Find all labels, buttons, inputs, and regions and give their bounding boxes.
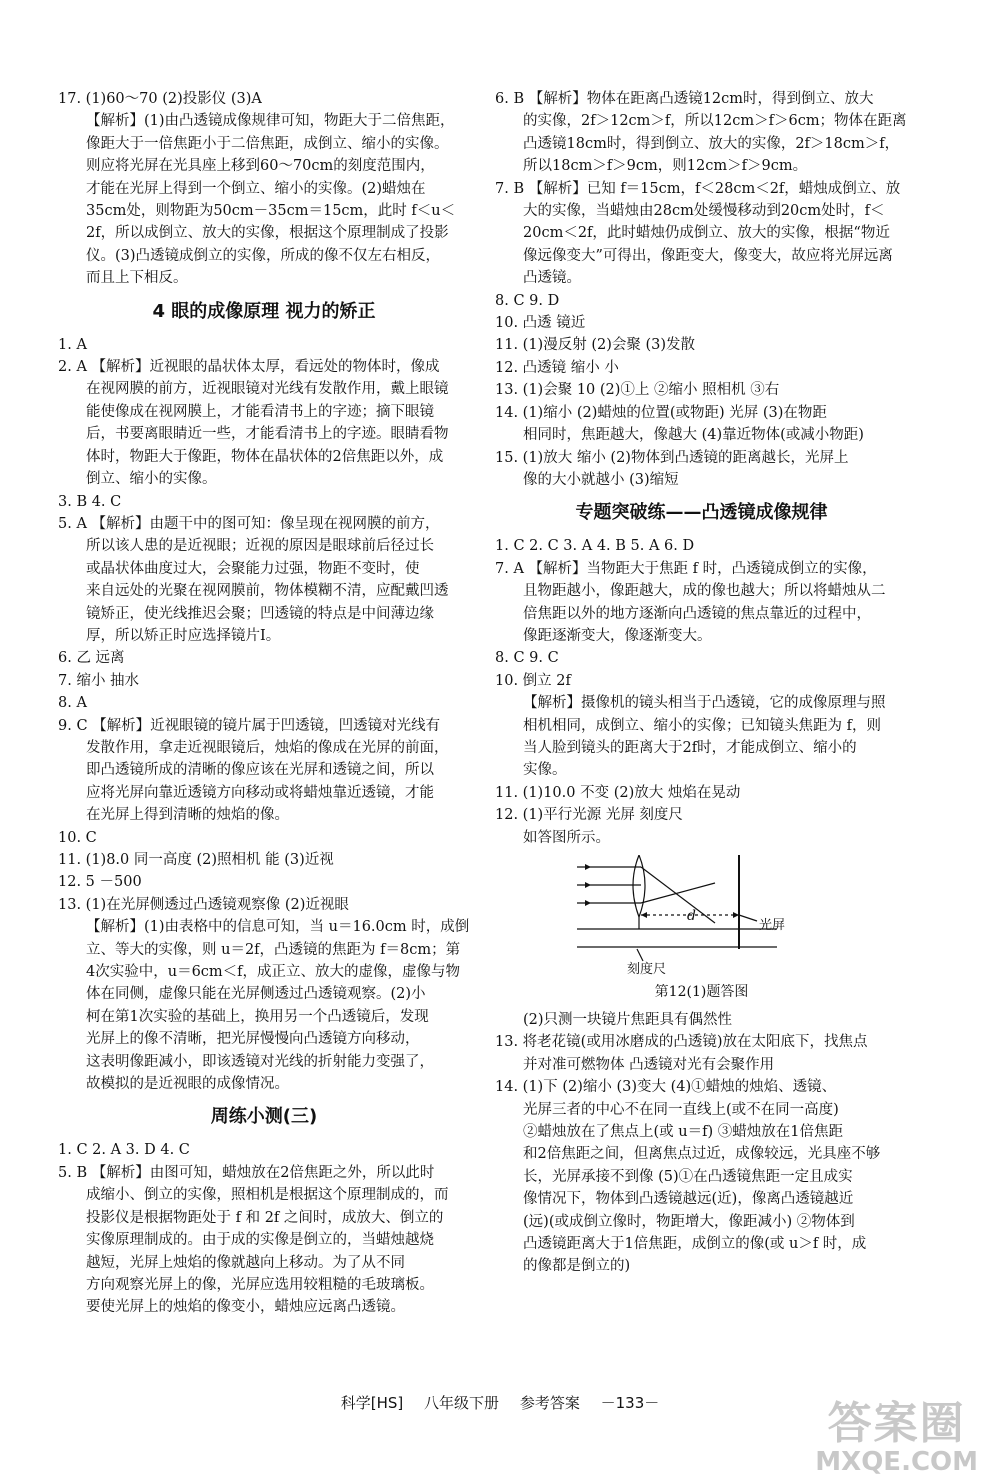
answer-line: 的实像，2f＞12cm＞f，所以12cm＞f＞6cm；物体在距离: [523, 113, 907, 130]
answer-line: 倍焦距以外的地方逐渐向凸透镜的焦点靠近的过程中，: [523, 605, 871, 622]
answer-line: 大的实像，当蜡烛由28cm处缓慢移动到20cm处时，f＜: [523, 203, 885, 220]
answer-line: 像情况下，物体到凸透镜越远(近)，像离凸透镜越近: [523, 1191, 854, 1208]
answer-line: 10. 倒立 2f: [495, 672, 571, 689]
answer-line: 1. C 2. A 3. D 4. C: [58, 1142, 190, 1159]
answer-line: 所以18cm＞f＞9cm，则12cm＞f＞9cm。: [523, 158, 808, 175]
answer-line: 5. A 【解析】由题干中的图可知：像呈现在视网膜的前方，: [58, 515, 440, 532]
section-heading: 4 眼的成像原理 视力的矫正: [152, 300, 376, 322]
answer-line: 而且上下相反。: [86, 270, 188, 287]
answer-line: 像的大小就越小 (3)缩短: [523, 471, 679, 488]
answer-line: 要使光屏上的烛焰的像变小，蜡烛应远离凸透镜。: [86, 1299, 405, 1316]
answer-line: 7. B 【解析】已知 f＝15cm，f＜28cm＜2f，蜡烛成倒立、放: [495, 180, 901, 197]
footer-grade: 八年级下册: [424, 1394, 500, 1412]
answer-line: 镜矫正，使光线推迟会聚；凹透镜的特点是中间薄边缘: [86, 605, 434, 622]
answer-line: 1. C 2. C 3. A 4. B 5. A 6. D: [495, 538, 695, 555]
answer-line: 4次实验中，u＝6cm＜f，成正立、放大的虚像，虚像与物: [86, 964, 461, 981]
answer-line: 3. B 4. C: [58, 493, 122, 510]
answer-line: 体时，物距大于像距，物体在晶状体的2倍焦距以外，成: [86, 448, 444, 465]
answer-line: 7. A 【解析】当物距大于焦距 f 时，凸透镜成倒立的实像，: [495, 560, 877, 577]
answer-line: 相同时，焦距越大，像越大 (4)靠近物体(或减小物距): [523, 427, 864, 444]
section-heading: 周练小测(三): [210, 1106, 318, 1128]
answer-line: 1. A: [58, 336, 87, 353]
answer-line: 12. 5 －500: [58, 874, 142, 891]
answer-line: 和2倍焦距之间，但离焦点过近，成像较远，光具座不够: [523, 1146, 881, 1163]
refracted-ray: [641, 883, 715, 903]
answer-line: 能使像成在视网膜上，才能看清书上的字迹；摘下眼镜: [86, 403, 434, 420]
answer-line: 5. B 【解析】由图可知，蜡烛放在2倍焦距之外，所以此时: [58, 1164, 435, 1181]
answer-line: (2)只测一块镜片焦距具有偶然性: [523, 1012, 733, 1028]
answer-line: 发散作用，拿走近视眼镜后，烛焰的像成在光屏的前面，: [86, 739, 449, 756]
answer-line: 17. (1)60～70 (2)投影仪 (3)A: [58, 91, 262, 107]
answer-line: 13. (1)会聚 10 (2)①上 ②缩小 照相机 ③右: [495, 382, 780, 399]
answer-line: 11. (1)8.0 同一高度 (2)照相机 能 (3)近视: [58, 852, 334, 868]
answer-line: 方向观察光屏上的像，光屏应选用较粗糙的毛玻璃板。: [86, 1276, 434, 1293]
answer-line: 11. (1)10.0 不变 (2)放大 烛焰在晃动: [495, 784, 741, 801]
answer-line: 倒立、缩小的实像。: [86, 471, 217, 488]
answer-line: 故模拟的是近视眼的成像情况。: [86, 1076, 289, 1093]
answer-line: 凸透镜18cm时，得到倒立、放大的实像，2f＞18cm＞f，: [523, 135, 900, 152]
answer-line: 柯在第1次实验的基础上，换用另一个凸透镜后，发现: [86, 1008, 429, 1025]
answer-line: 6. B 【解析】物体在距离凸透镜12cm时，得到倒立、放大: [495, 91, 874, 107]
right-column: [495, 88, 908, 1278]
answer-line: (远)(或成倒立像时，物距增大，像距减小) ②物体到: [523, 1213, 855, 1230]
answer-line: 当人脸到镜头的距离大于2f时，才能成倒立、缩小的: [523, 739, 857, 756]
answer-line: 像距逐渐变大，像逐渐变大。: [523, 627, 712, 644]
answer-line: 实像。: [523, 762, 567, 779]
answer-line: 长，光屏承接不到像 (5)①在凸透镜焦距一定且成实: [523, 1168, 853, 1185]
answer-line: 且物距越小，像距越大，成的像也越大；所以将蜡烛从二: [523, 583, 886, 600]
answer-line: 在光屏上得到清晰的烛焰的像。: [86, 807, 289, 824]
answer-line: 所以该人患的是近视眼；近视的原因是眼球前后径过长: [86, 538, 434, 555]
answer-line: 【解析】摄像机的镜头相当于凸透镜，它的成像原理与照: [523, 695, 886, 712]
answer-line: 或晶状体曲度过大，会聚能力过强，物距不变时，使: [86, 560, 420, 577]
answer-line: 10. C: [58, 829, 97, 846]
answer-line: 2f，所以成倒立、放大的实像，根据这个原理制成了投影: [86, 225, 449, 242]
answer-line: 后，书要离眼睛近一些，才能看清书上的字迹。眼睛看物: [86, 426, 449, 443]
answer-line: 7. 缩小 抽水: [58, 672, 140, 689]
left-column: [58, 88, 470, 1319]
answer-line: 立、等大的实像，则 u＝2f，凸透镜的焦距为 f＝8cm；第: [86, 941, 461, 958]
label-screen: 光屏: [759, 918, 786, 933]
answer-line: 12. 凸透镜 缩小 小: [495, 359, 619, 376]
answer-line: 13. (1)在光屏侧透过凸透镜观察像 (2)近视眼: [58, 896, 349, 913]
answer-line: 8. A: [58, 695, 87, 712]
answer-line: 像距大于一倍焦距小于二倍焦距，成倒立、缩小的实像。: [86, 135, 449, 152]
answer-line: 8. C 9. C: [495, 650, 559, 667]
answer-line: 的像都是倒立的): [523, 1258, 631, 1275]
answer-line: 则应将光屏在光具座上移到60～70cm的刻度范围内，: [86, 158, 435, 175]
answer-line: 并对准可燃物体 凸透镜对光有会聚作用: [523, 1056, 775, 1073]
footer-subject: 科学[HS]: [340, 1394, 404, 1412]
answer-line: 像远像变大”可得出，像距变大，像变大，故应将光屏远离: [523, 247, 893, 264]
label-d: d: [687, 908, 696, 924]
answer-line: 实像原理制成的。由于成的实像是倒立的，当蜡烛越烧: [86, 1232, 434, 1249]
answer-line: 相机相同，成倒立、缩小的实像；已知镜头焦距为 f，则: [523, 717, 881, 734]
answer-line: 这表明像距减小，即该透镜对光线的折射能力变强了，: [86, 1053, 434, 1070]
answer-line: 成缩小、倒立的实像，照相机是根据这个原理制成的，而: [86, 1187, 449, 1204]
answer-line: 【解析】(1)由表格中的信息可知，当 u＝16.0cm 时，成倒: [86, 919, 470, 936]
answer-figure-12: [495, 855, 908, 1005]
answer-line: 12. (1)平行光源 光屏 刻度尺: [495, 807, 683, 824]
answer-line: 来自远处的光聚在视网膜前，物体模糊不清，应配戴凹透: [86, 583, 449, 600]
answer-line: 在视网膜的前方，近视眼镜对光线有发散作用，戴上眼镜: [86, 381, 449, 398]
screen-pointer: [739, 915, 757, 921]
answer-line: 14. (1)下 (2)缩小 (3)变大 (4)①蜡烛的烛焰、透镜、: [495, 1079, 837, 1096]
answer-line: 应将光屏向靠近透镜方向移动或将蜡烛靠近透镜，才能: [86, 784, 434, 801]
answer-line: 体在同侧，虚像只能在光屏侧透过凸透镜观察。(2)小: [86, 986, 426, 1003]
answer-line: 仪。(3)凸透镜成倒立的实像，所成的像不仅左右相反，: [86, 247, 441, 264]
answer-line: 光屏三者的中心不在同一直线上(或不在同一高度): [523, 1101, 839, 1118]
figure-caption: 第12(1)题答图: [654, 984, 749, 1000]
answer-line: 如答图所示。: [523, 829, 610, 846]
answer-line: 9. C 【解析】近视眼镜的镜片属于凹透镜，凹透镜对光线有: [58, 717, 441, 734]
answer-line: 11. (1)漫反射 (2)会聚 (3)发散: [495, 337, 696, 354]
answer-line: 厚，所以矫正时应选择镜片Ⅰ。: [86, 627, 281, 644]
answer-line: 20cm＜2f，此时蜡烛仍成倒立、放大的实像，根据“物近: [523, 225, 890, 242]
answer-line: 13. 将老花镜(或用冰磨成的凸透镜)放在太阳底下，找焦点: [495, 1034, 868, 1051]
answer-line: 8. C 9. D: [495, 292, 560, 309]
answer-line: 14. (1)缩小 (2)蜡烛的位置(或物距) 光屏 (3)在物距: [495, 404, 827, 421]
answer-line: 光屏上的像不清晰，把光屏慢慢向凸透镜方向移动，: [86, 1031, 420, 1048]
answer-line: 10. 凸透 镜近: [495, 315, 586, 332]
answer-line: 越短，光屏上烛焰的像就越向上移动。为了从不同: [86, 1254, 405, 1271]
answer-line: 即凸透镜所成的清晰的像应该在光屏和透镜之间，所以: [86, 762, 434, 779]
section-heading: 专题突破练——凸透镜成像规律: [575, 502, 828, 524]
answer-line: 【解析】(1)由凸透镜成像规律可知，物距大于二倍焦距，: [86, 113, 455, 130]
footer-page-number: －133－: [600, 1394, 660, 1412]
answer-line: 15. (1)放大 缩小 (2)物体到凸透镜的距离越长，光屏上: [495, 449, 849, 466]
convex-lens: [633, 855, 645, 917]
footer-section: 参考答案: [519, 1394, 580, 1412]
answer-line: 凸透镜距离大于1倍焦距，成倒立的像(或 u＞f 时，成: [523, 1236, 867, 1253]
answer-line: 凸透镜。: [523, 270, 581, 287]
watermark-title: 答案圈: [827, 1398, 966, 1449]
answer-line: 才能在光屏上得到一个倒立、缩小的实像。(2)蜡烛在: [86, 180, 426, 197]
answer-line: 2. A 【解析】近视眼的晶状体太厚，看远处的物体时，像成: [58, 359, 440, 376]
watermark-site: MXQE.COM: [815, 1447, 978, 1477]
answer-line: 投影仪是根据物距处于 f 和 2f 之间时，成放大、倒立的: [86, 1209, 444, 1226]
label-ruler: 刻度尺: [627, 962, 667, 977]
watermark: [815, 1400, 978, 1476]
answer-line: ②蜡烛放在了焦点上(或 u＝f) ③蜡烛放在1倍焦距: [523, 1124, 843, 1141]
answer-line: 6. 乙 远离: [58, 650, 125, 667]
answer-line: 35cm处，则物距为50cm－35cm＝15cm，此时 f＜u＜: [86, 203, 456, 220]
